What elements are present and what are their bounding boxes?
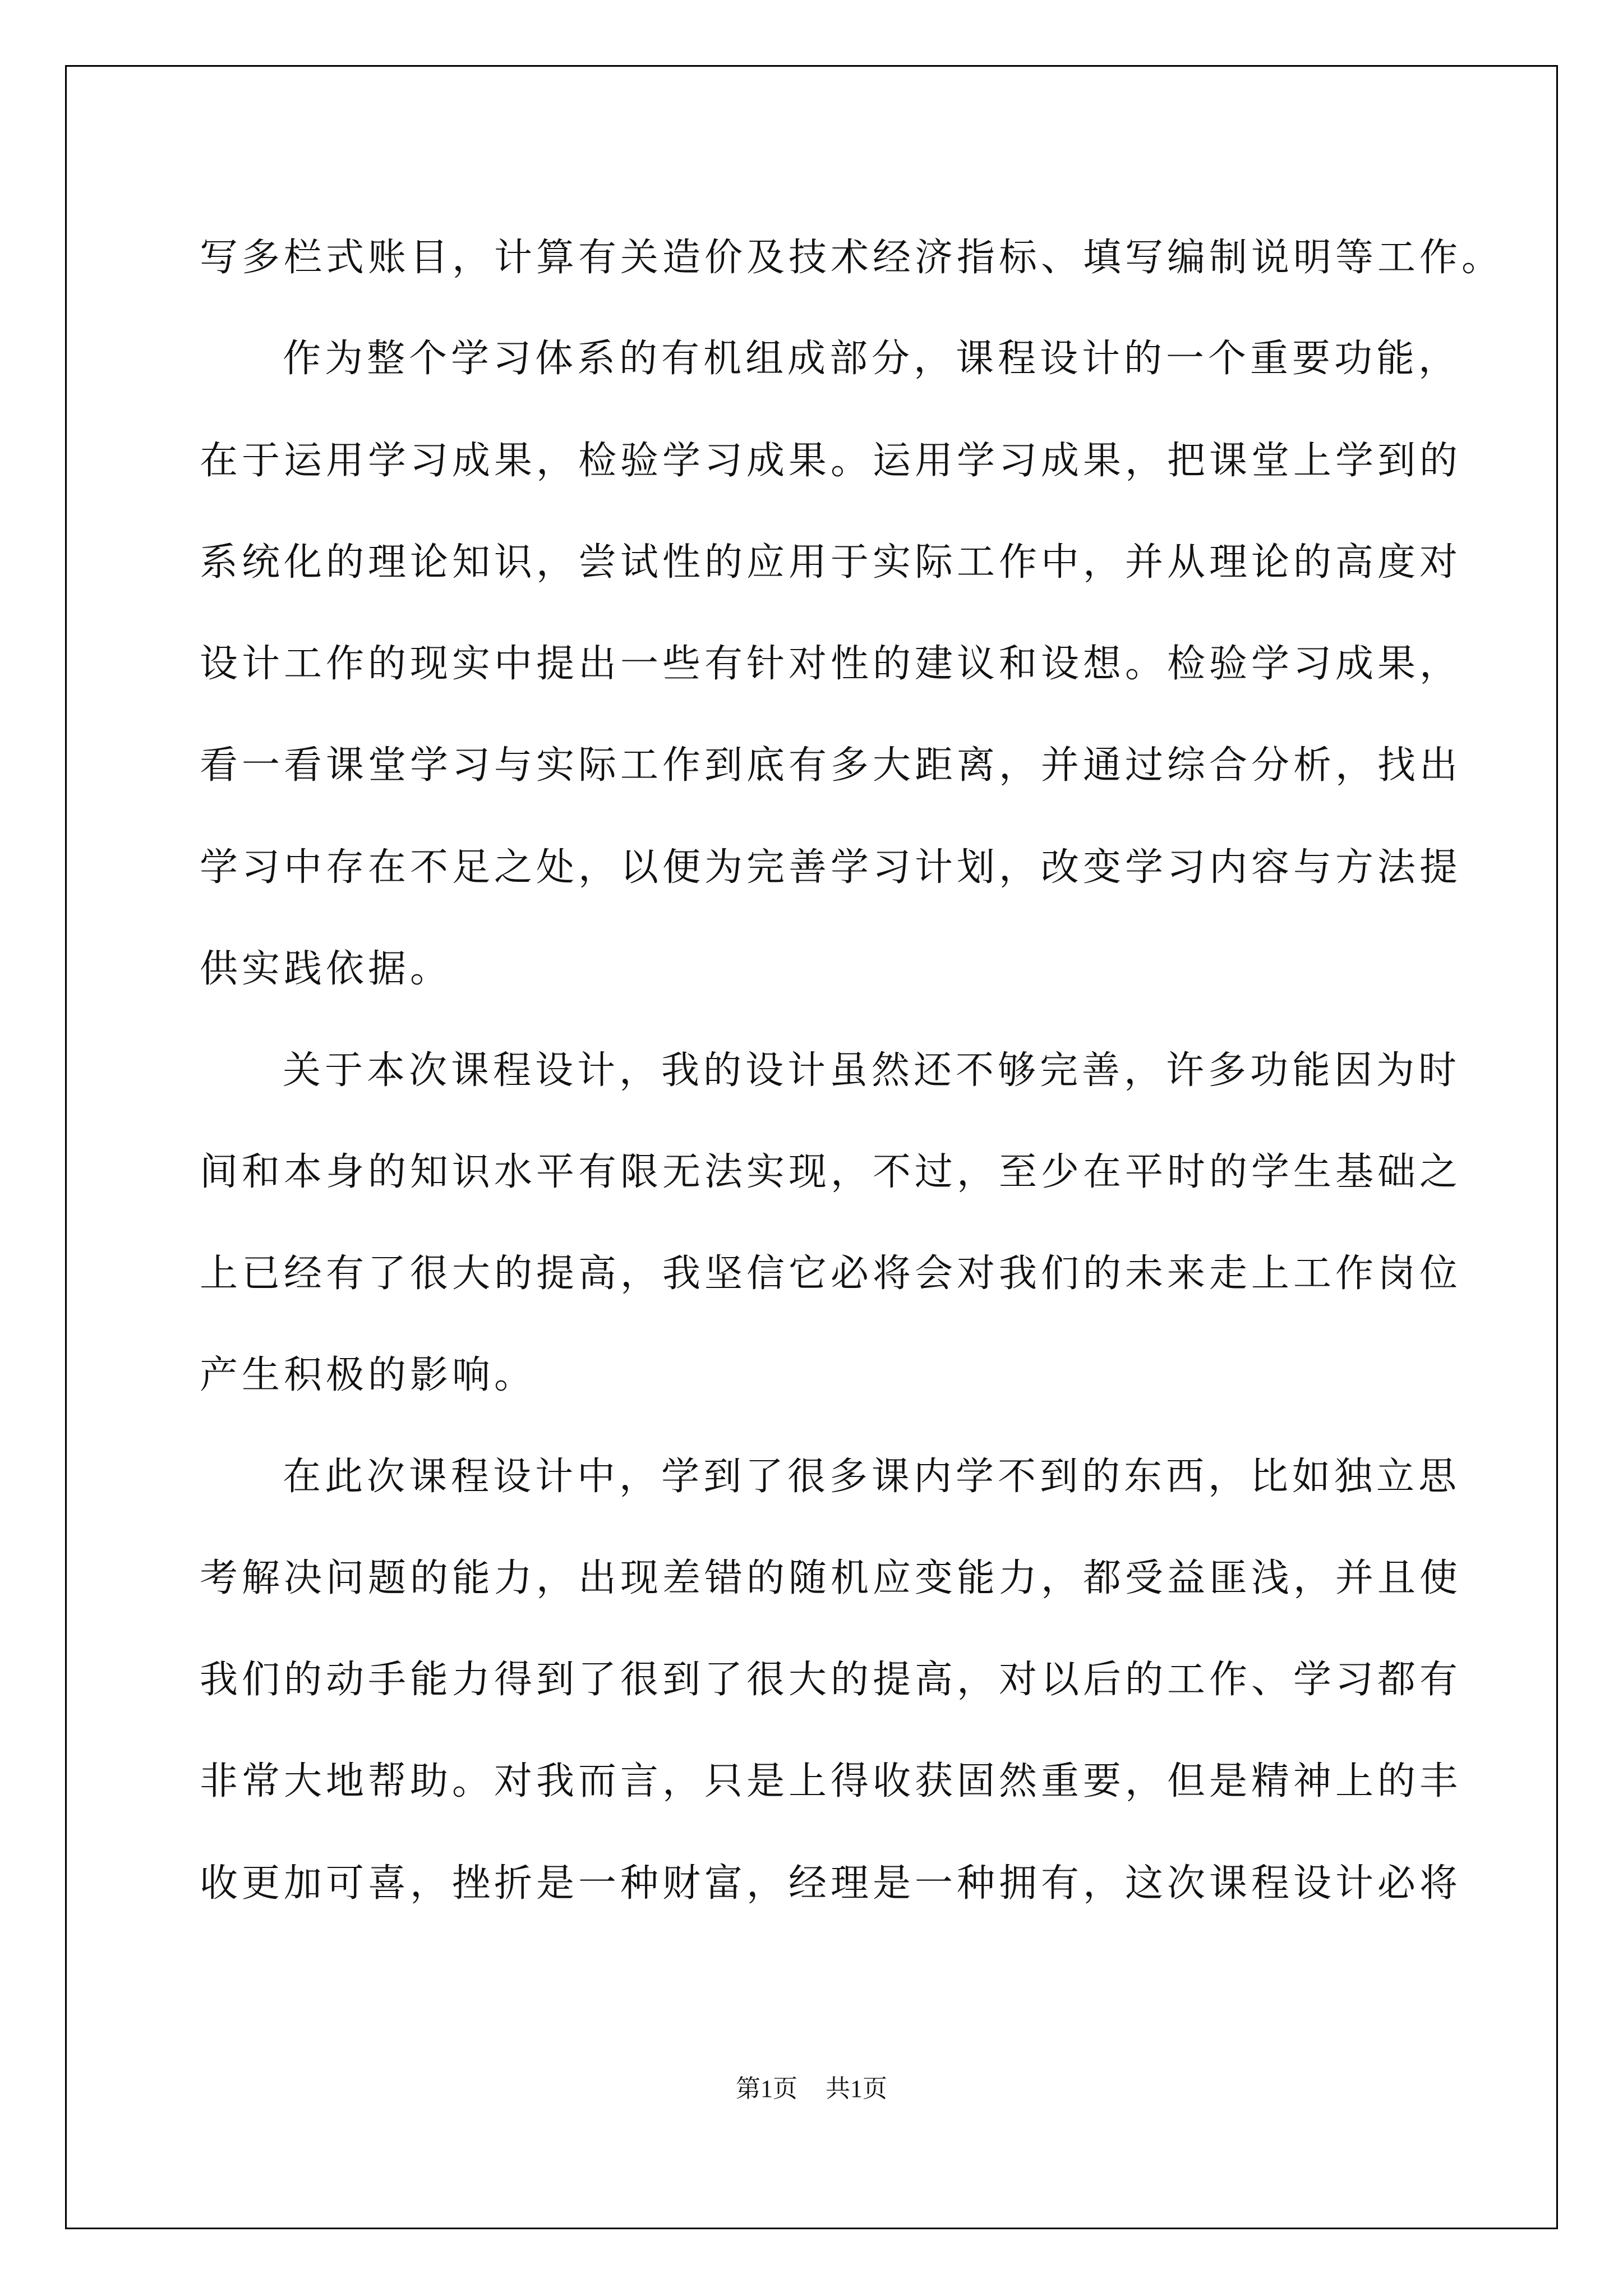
text-line: 收更加可喜，挫折是一种财富，经理是一种拥有，这次课程设计必将: [200, 1861, 1462, 1906]
text-line: 在此次课程设计中，学到了很多课内学不到的东西，比如独立思: [283, 1455, 1461, 1499]
text-line: 产生积极的影响。: [200, 1353, 537, 1397]
text-line: 考解决问题的能力，出现差错的随机应变能力，都受益匪浅，并且使: [200, 1556, 1462, 1600]
text-line: 看一看课堂学习与实际工作到底有多大距离，并通过综合分析，找出: [200, 743, 1462, 788]
page-footer: [0, 2073, 1623, 2105]
text-line: 作为整个学习体系的有机组成部分，课程设计的一个重要功能，: [283, 337, 1461, 381]
text-line: 间和本身的知识水平有限无法实现，不过，至少在平时的学生基础之: [200, 1150, 1462, 1194]
text-line: 写多栏式账目，计算有关造价及技术经济指标、填写编制说明等工作。: [200, 236, 1504, 280]
text-line: 供实践依据。: [200, 947, 453, 991]
page-total: 共1页: [826, 2075, 887, 2102]
text-line: 上已经有了很大的提高，我坚信它必将会对我们的未来走上工作岗位: [200, 1251, 1462, 1296]
text-line: 我们的动手能力得到了很到了很大的提高，对以后的工作、学习都有: [200, 1658, 1462, 1702]
text-line: 学习中存在不足之处，以便为完善学习计划，改变学习内容与方法提: [200, 845, 1462, 890]
page-number: 第1页: [736, 2075, 797, 2102]
text-line: 在于运用学习成果，检验学习成果。运用学习成果，把课堂上学到的: [200, 439, 1462, 483]
text-line: 关于本次课程设计，我的设计虽然还不够完善，许多功能因为时: [283, 1048, 1461, 1093]
text-line: 系统化的理论知识，尝试性的应用于实际工作中，并从理论的高度对: [200, 540, 1462, 585]
text-line: 设计工作的现实中提出一些有针对性的建议和设想。检验学习成果，: [200, 642, 1462, 686]
text-line: 非常大地帮助。对我而言，只是上得收获固然重要，但是精神上的丰: [200, 1759, 1462, 1803]
